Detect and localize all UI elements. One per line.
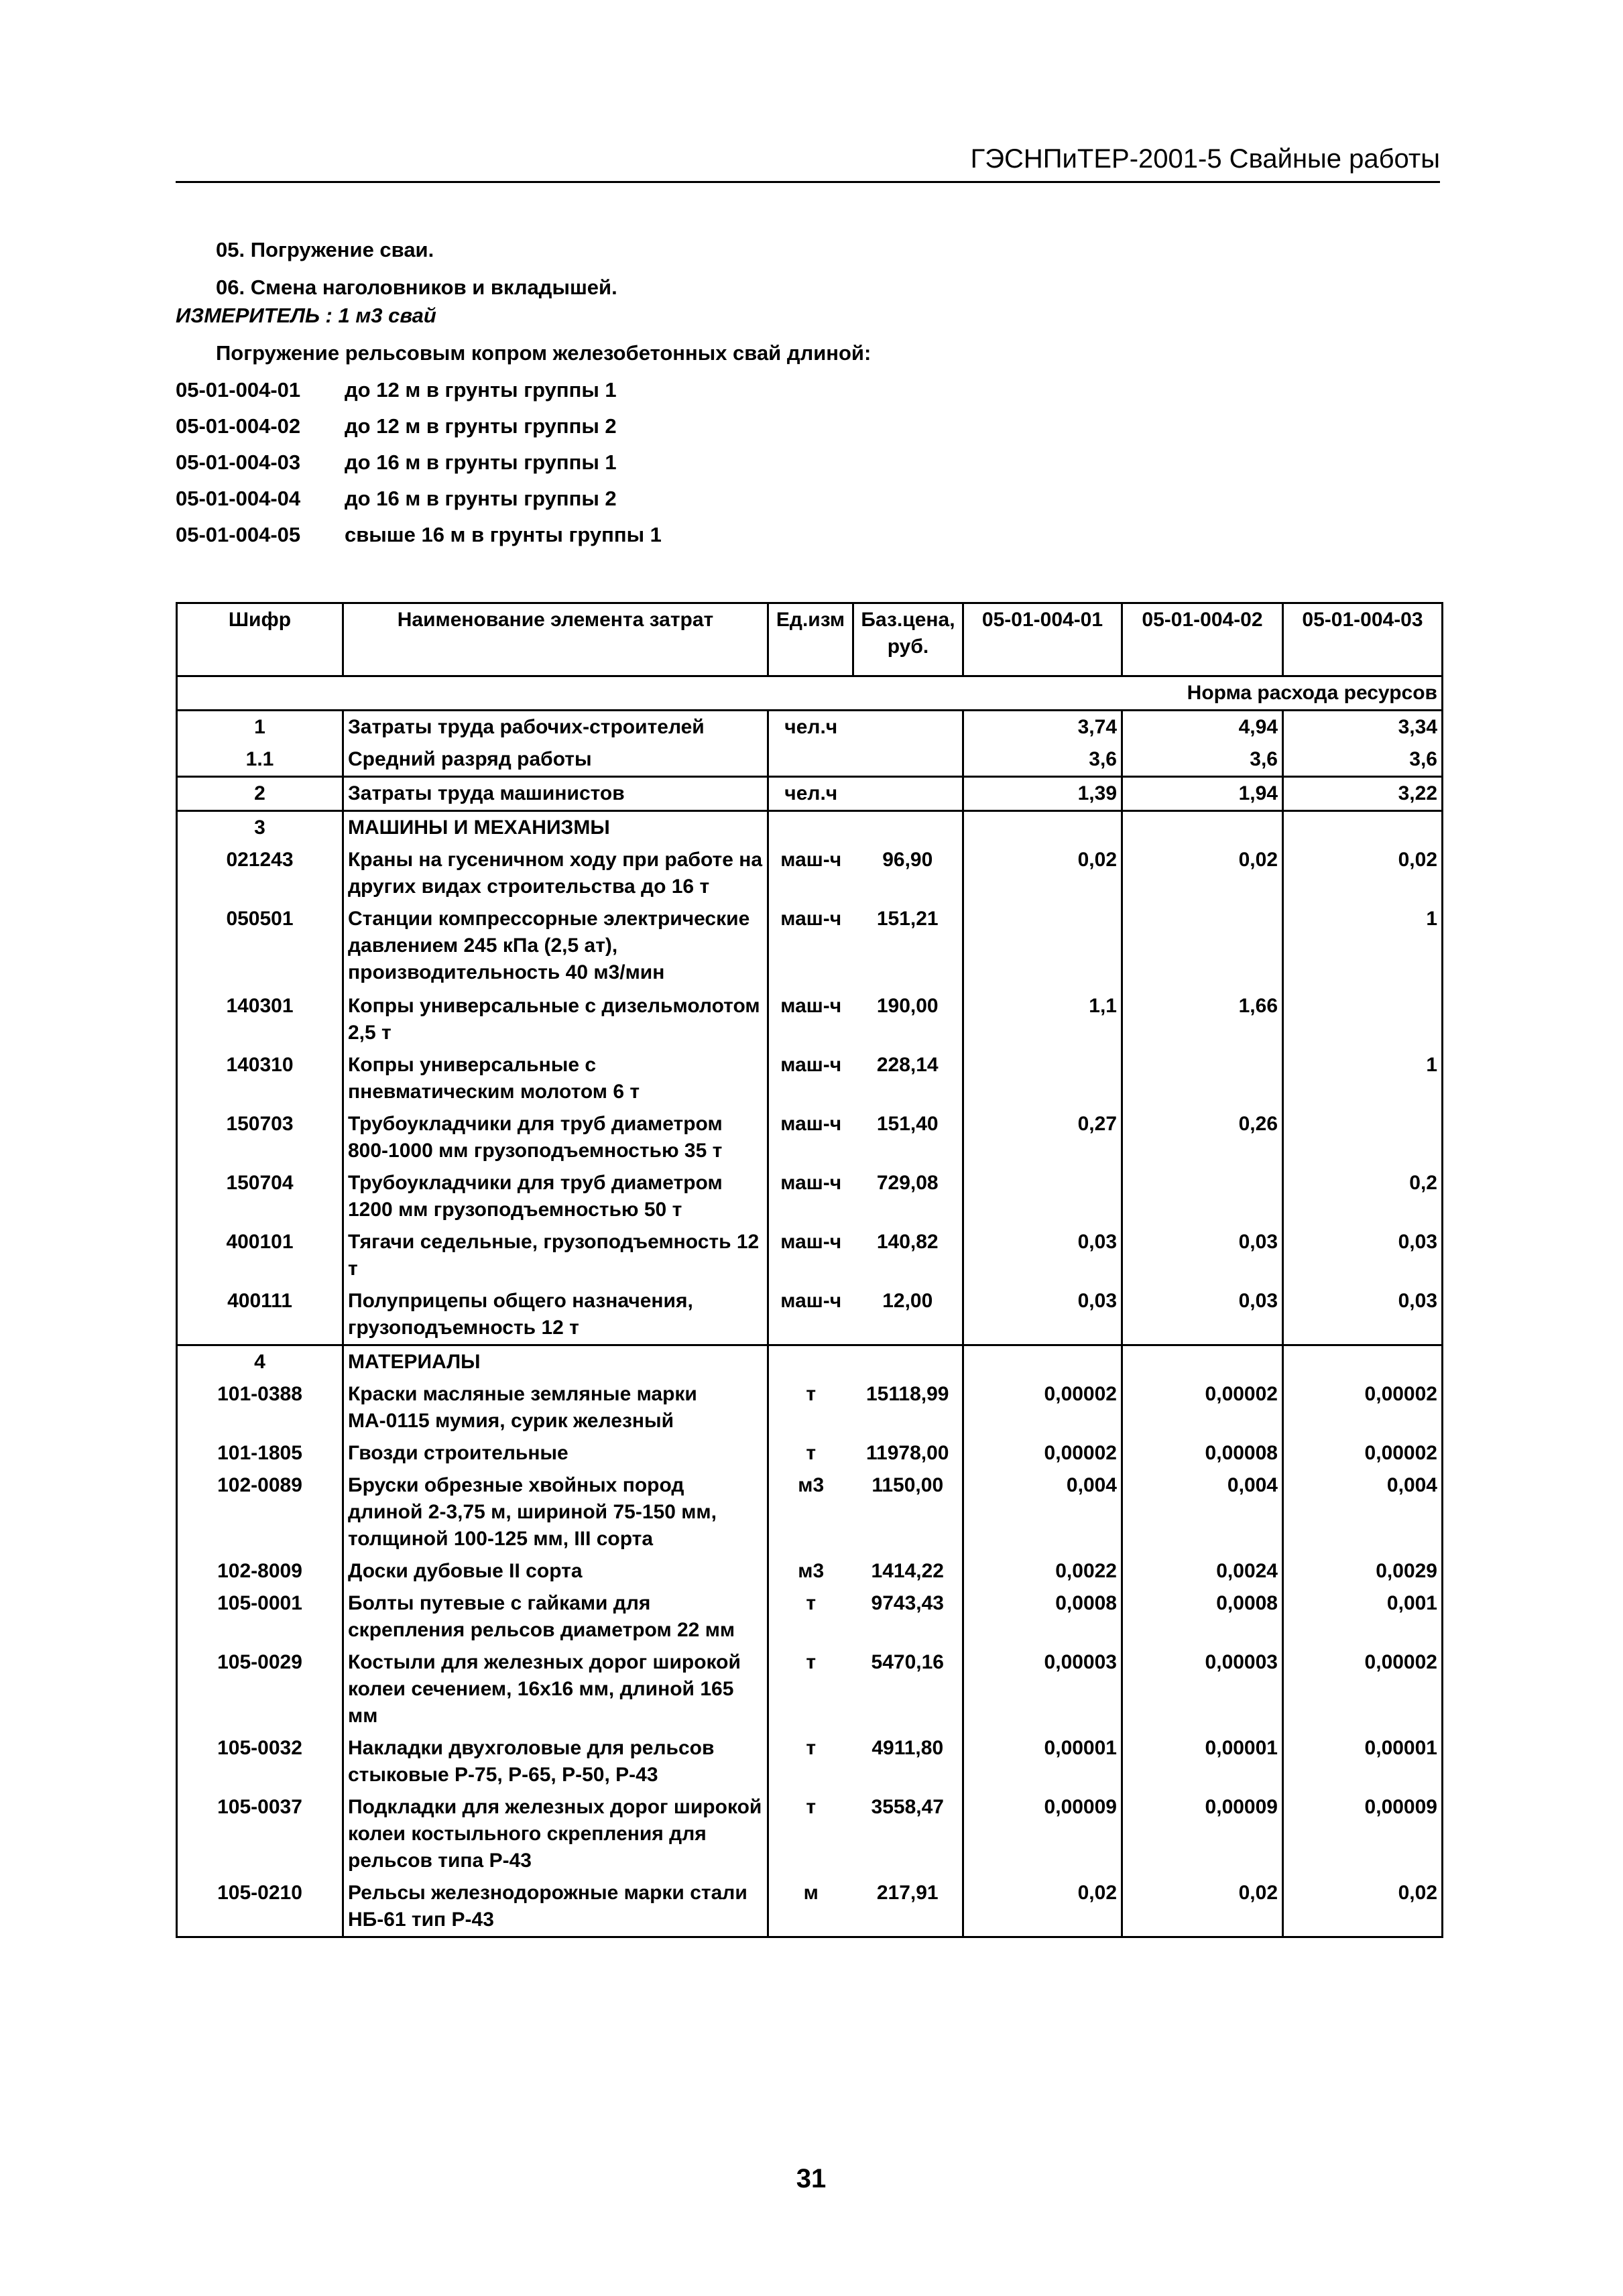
row-name: Доски дубовые II сорта (343, 1555, 768, 1587)
code-item-desc: до 12 м в грунты группы 1 (345, 378, 617, 402)
row-name: Краски масляные земляные марки МА-0115 мумия, сурик железный (343, 1378, 768, 1437)
row-value-1 (963, 1345, 1122, 1379)
row-price (853, 1345, 963, 1379)
table-row (177, 743, 1443, 777)
row-name: МАТЕРИАЛЫ (343, 1345, 768, 1379)
column-header: Баз.цена, руб. (853, 603, 963, 676)
row-price: 140,82 (853, 1226, 963, 1285)
row-unit: м3 (798, 1560, 825, 1582)
row-price: 4911,80 (853, 1732, 963, 1791)
row-value-1: 0,27 (963, 1108, 1122, 1167)
row-value-2: 0,00003 (1122, 1646, 1283, 1732)
table-header (177, 603, 1443, 676)
table-row (177, 1646, 1443, 1732)
row-unit: маш-ч (780, 1054, 842, 1076)
row-code: 1 (177, 711, 343, 744)
row-code: 050501 (177, 903, 343, 990)
row-name: Станции компрессорные электрические давлением 245 кПа (2,5 ат), производительность 40 м3/мин (343, 903, 768, 990)
row-name: Рельсы железнодорожные марки стали НБ-61 тип Р-43 (343, 1877, 768, 1937)
row-code: 3 (177, 811, 343, 845)
table-row (177, 1791, 1443, 1877)
column-header: Наименование элемента затрат (343, 603, 768, 676)
row-price: 1150,00 (853, 1469, 963, 1555)
page-number: 31 (796, 2164, 827, 2193)
row-value-1 (963, 903, 1122, 990)
step-6: 06. Смена наголовников и вкладышей. (216, 276, 617, 299)
code-list (176, 372, 1181, 553)
header-rule (176, 181, 1440, 183)
row-value-1: 0,03 (963, 1226, 1122, 1285)
row-price: 5470,16 (853, 1646, 963, 1732)
row-unit: чел.ч (768, 711, 853, 744)
table-row (177, 1555, 1443, 1587)
row-value-3: 3,6 (1283, 743, 1443, 777)
row-value-2: 0,00008 (1122, 1437, 1283, 1469)
row-value-1: 0,0022 (963, 1555, 1122, 1587)
row-unit: маш-ч (780, 995, 842, 1017)
row-price: 729,08 (853, 1167, 963, 1226)
table-row (177, 1587, 1443, 1646)
row-code: 101-0388 (177, 1378, 343, 1437)
row-price (853, 743, 963, 777)
row-name: Гвозди строительные (343, 1437, 768, 1469)
row-price: 11978,00 (853, 1437, 963, 1469)
row-value-3: 0,00002 (1283, 1646, 1443, 1732)
row-code: 4 (177, 1345, 343, 1379)
row-code: 102-0089 (177, 1469, 343, 1555)
table-row (177, 844, 1443, 903)
code-item (176, 408, 1181, 444)
row-value-2: 0,00001 (1122, 1732, 1283, 1791)
row-price: 3558,47 (853, 1791, 963, 1877)
row-name: Бруски обрезные хвойных пород длиной 2-3,75 м, шириной 75-150 мм, толщиной 100-125 мм, III сорта (343, 1469, 768, 1555)
code-item-code: 05-01-004-03 (176, 450, 301, 474)
row-value-2: 0,03 (1122, 1285, 1283, 1345)
row-value-3: 3,34 (1283, 711, 1443, 744)
column-header: Ед.изм (768, 603, 853, 676)
table-row (177, 1285, 1443, 1345)
section-title: Погружение рельсовым копром железобетонных свай длиной: (216, 341, 871, 365)
code-item-desc: до 16 м в грунты группы 1 (345, 450, 617, 474)
column-header: 05-01-004-01 (963, 603, 1122, 676)
row-unit: маш-ч (780, 1172, 842, 1194)
row-unit: м3 (798, 1474, 825, 1496)
row-value-1: 0,02 (963, 844, 1122, 903)
row-value-1: 1,1 (963, 990, 1122, 1049)
row-value-1: 0,03 (963, 1285, 1122, 1345)
row-unit: т (806, 1442, 817, 1464)
row-value-2: 0,00009 (1122, 1791, 1283, 1877)
row-price: 9743,43 (853, 1587, 963, 1646)
row-value-2: 1,66 (1122, 990, 1283, 1049)
row-unit: маш-ч (780, 908, 842, 930)
row-code: 150703 (177, 1108, 343, 1167)
row-value-1: 0,004 (963, 1469, 1122, 1555)
row-value-3: 0,00002 (1283, 1378, 1443, 1437)
row-value-1: 0,00002 (963, 1378, 1122, 1437)
column-header: 05-01-004-03 (1283, 603, 1443, 676)
row-price: 151,40 (853, 1108, 963, 1167)
row-name: Тягачи седельные, грузоподъемность 12 т (343, 1226, 768, 1285)
row-unit: т (806, 1737, 817, 1759)
table-row (177, 1226, 1443, 1285)
row-unit: т (806, 1651, 817, 1673)
row-code: 1.1 (177, 743, 343, 777)
row-unit: т (806, 1383, 817, 1405)
table-row (177, 903, 1443, 990)
row-unit (768, 743, 853, 777)
row-name: Костыли для железных дорог широкой колеи сечением, 16х16 мм, длиной 165 мм (343, 1646, 768, 1732)
row-code: 140310 (177, 1049, 343, 1108)
column-header: Шифр (177, 603, 343, 676)
row-name: Затраты труда рабочих-строителей (343, 711, 768, 744)
code-item-code: 05-01-004-04 (176, 487, 301, 510)
row-unit: маш-ч (780, 1231, 842, 1253)
row-value-1: 0,02 (963, 1877, 1122, 1937)
row-value-3: 1 (1283, 1049, 1443, 1108)
row-value-3: 0,03 (1283, 1226, 1443, 1285)
row-value-2 (1122, 903, 1283, 990)
row-unit: м (768, 1877, 853, 1937)
code-item-code: 05-01-004-01 (176, 378, 301, 402)
resource-table (176, 602, 1443, 1938)
row-code: 400101 (177, 1226, 343, 1285)
row-value-2: 1,94 (1122, 777, 1283, 811)
code-item (176, 444, 1181, 481)
measure-unit: ИЗМЕРИТЕЛЬ : 1 м3 свай (176, 304, 436, 327)
row-value-2 (1122, 1345, 1283, 1379)
row-value-2: 0,26 (1122, 1108, 1283, 1167)
code-item-desc: до 16 м в грунты группы 2 (345, 487, 617, 510)
table-row (177, 777, 1443, 811)
row-code: 105-0032 (177, 1732, 343, 1791)
row-value-3 (1283, 811, 1443, 845)
norm-spacer (177, 676, 343, 711)
row-price: 217,91 (853, 1877, 963, 1937)
row-price (853, 777, 963, 811)
table-row (177, 1049, 1443, 1108)
norm-label: Норма расхода ресурсов (343, 676, 1443, 711)
code-item-desc: до 12 м в грунты группы 2 (345, 414, 617, 438)
table-row (177, 811, 1443, 845)
norm-row (177, 676, 1443, 711)
row-value-1 (963, 1167, 1122, 1226)
row-value-2: 0,02 (1122, 1877, 1283, 1937)
row-value-2 (1122, 1167, 1283, 1226)
row-value-3 (1283, 1345, 1443, 1379)
table-row (177, 1437, 1443, 1469)
row-value-1: 1,39 (963, 777, 1122, 811)
row-code: 102-8009 (177, 1555, 343, 1587)
code-item (176, 517, 1181, 553)
row-value-2: 0,00002 (1122, 1378, 1283, 1437)
row-name: Копры универсальные с дизельмолотом 2,5 т (343, 990, 768, 1049)
row-price: 12,00 (853, 1285, 963, 1345)
row-value-1: 0,00009 (963, 1791, 1122, 1877)
row-value-1: 0,00003 (963, 1646, 1122, 1732)
table-row (177, 1877, 1443, 1937)
row-value-3: 0,02 (1283, 1877, 1443, 1937)
row-value-2: 3,6 (1122, 743, 1283, 777)
row-value-3 (1283, 990, 1443, 1049)
row-value-3: 0,00001 (1283, 1732, 1443, 1791)
row-name: Краны на гусеничном ходу при работе на других видах строительства до 16 т (343, 844, 768, 903)
row-name: Затраты труда машинистов (343, 777, 768, 811)
row-value-1 (963, 1049, 1122, 1108)
row-value-3: 0,001 (1283, 1587, 1443, 1646)
row-value-3: 0,00002 (1283, 1437, 1443, 1469)
row-name: Накладки двухголовые для рельсов стыковые Р-75, Р-65, Р-50, Р-43 (343, 1732, 768, 1791)
code-item-code: 05-01-004-02 (176, 414, 301, 438)
row-price: 228,14 (853, 1049, 963, 1108)
row-unit: маш-ч (780, 1290, 842, 1312)
column-header: 05-01-004-02 (1122, 603, 1283, 676)
row-value-1: 0,00002 (963, 1437, 1122, 1469)
row-value-2: 4,94 (1122, 711, 1283, 744)
row-name: Трубоукладчики для труб диаметром 800-1000 мм грузоподъемностью 35 т (343, 1108, 768, 1167)
row-code: 105-0210 (177, 1877, 343, 1937)
row-unit: чел.ч (768, 777, 853, 811)
table-row (177, 1345, 1443, 1379)
row-value-2: 0,004 (1122, 1469, 1283, 1555)
code-item-code: 05-01-004-05 (176, 523, 301, 546)
row-value-3: 0,0029 (1283, 1555, 1443, 1587)
table-row (177, 711, 1443, 744)
row-name: Болты путевые с гайками для скрепления рельсов диаметром 22 мм (343, 1587, 768, 1646)
row-name: МАШИНЫ И МЕХАНИЗМЫ (343, 811, 768, 845)
row-unit (768, 1345, 853, 1379)
row-value-3: 0,02 (1283, 844, 1443, 903)
table-row (177, 990, 1443, 1049)
row-value-2 (1122, 811, 1283, 845)
code-item-desc: свыше 16 м в грунты группы 1 (345, 523, 662, 546)
row-value-3: 0,00009 (1283, 1791, 1443, 1877)
row-code: 105-0001 (177, 1587, 343, 1646)
row-name: Полуприцепы общего назначения, грузоподъемность 12 т (343, 1285, 768, 1345)
table-row (177, 1378, 1443, 1437)
row-price: 190,00 (853, 990, 963, 1049)
row-value-2: 0,03 (1122, 1226, 1283, 1285)
table-row (177, 1732, 1443, 1791)
row-value-2: 0,0008 (1122, 1587, 1283, 1646)
row-price: 1414,22 (853, 1555, 963, 1587)
row-name: Трубоукладчики для труб диаметром 1200 мм грузоподъемностью 50 т (343, 1167, 768, 1226)
row-value-3: 0,2 (1283, 1167, 1443, 1226)
row-code: 150704 (177, 1167, 343, 1226)
row-code: 400111 (177, 1285, 343, 1345)
code-item (176, 481, 1181, 517)
row-value-1: 3,74 (963, 711, 1122, 744)
row-price: 151,21 (853, 903, 963, 990)
row-value-1: 0,0008 (963, 1587, 1122, 1646)
row-value-2: 0,0024 (1122, 1555, 1283, 1587)
row-value-3: 0,03 (1283, 1285, 1443, 1345)
code-item (176, 372, 1181, 408)
row-unit: т (806, 1592, 817, 1614)
row-code: 021243 (177, 844, 343, 903)
row-value-3: 1 (1283, 903, 1443, 990)
row-value-1 (963, 811, 1122, 845)
row-value-1: 3,6 (963, 743, 1122, 777)
row-code: 105-0037 (177, 1791, 343, 1877)
row-value-1: 0,00001 (963, 1732, 1122, 1791)
row-name: Копры универсальные с пневматическим молотом 6 т (343, 1049, 768, 1108)
row-value-3: 3,22 (1283, 777, 1443, 811)
step-5: 05. Погружение сваи. (216, 238, 434, 261)
row-code: 105-0029 (177, 1646, 343, 1732)
running-header: ГЭСНПиТЕР-2001-5 Свайные работы (970, 144, 1440, 174)
row-price (853, 711, 963, 744)
row-code: 2 (177, 777, 343, 811)
row-value-2: 0,02 (1122, 844, 1283, 903)
row-code: 140301 (177, 990, 343, 1049)
table-row (177, 1108, 1443, 1167)
intro-block (176, 231, 1181, 553)
row-unit: т (806, 1796, 817, 1818)
table-row (177, 1469, 1443, 1555)
row-name: Средний разряд работы (343, 743, 768, 777)
row-value-2 (1122, 1049, 1283, 1108)
table-row (177, 1167, 1443, 1226)
row-price (853, 811, 963, 845)
row-value-3 (1283, 1108, 1443, 1167)
row-code: 101-1805 (177, 1437, 343, 1469)
row-unit: маш-ч (780, 849, 842, 871)
row-unit (768, 811, 853, 845)
row-value-3: 0,004 (1283, 1469, 1443, 1555)
row-price: 15118,99 (853, 1378, 963, 1437)
row-price: 96,90 (853, 844, 963, 903)
row-unit: маш-ч (780, 1113, 842, 1135)
row-name: Подкладки для железных дорог широкой колеи костыльного скрепления для рельсов типа Р-43 (343, 1791, 768, 1877)
